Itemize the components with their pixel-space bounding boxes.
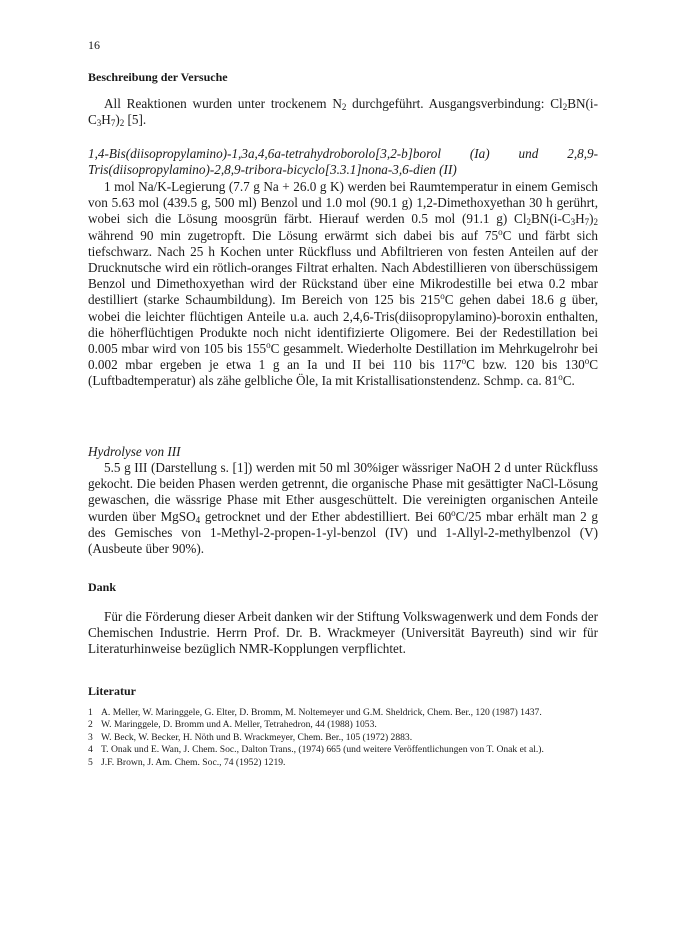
acknowledgement-title: Dank [88, 580, 117, 594]
compound-title: 1,4-Bis(diisopropylamino)-1,3a,4,6a-tetrahydroborolo[3,2-b]borol (Ia) und 2,8,9-Tris(diisopropylamino)-2,8,9-tribora-bicyclo[3.3.1]nona-3,6-dien (II) [88, 146, 598, 178]
reference-item [88, 732, 598, 744]
reference-item [88, 757, 598, 769]
reference-number: 5 [88, 756, 93, 768]
section-title: Beschreibung der Versuche [88, 70, 228, 84]
reference-number: 4 [88, 744, 93, 756]
acknowledgement-paragraph: Für die Förderung dieser Arbeit danken wir der Stiftung Volkswagenwerk und dem Fonds der Chemischen Industrie. Herrn Prof. Dr. B. Wrackmeyer (Universität Bayreuth) sind wir für Literaturhinweise bezüglich NMR-Kopplungen verpflichtet. [88, 609, 598, 657]
reference-text: J.F. Brown, J. Am. Chem. Soc., 74 (1952) 1219. [101, 756, 286, 768]
reference-text: A. Meller, W. Maringgele, G. Elter, D. Bromm, M. Noltemeyer und G.M. Sheldrick, Chem. Ber., 120 (1987) 1437. [101, 707, 542, 718]
reference-number: 3 [88, 731, 93, 743]
reference-number: 1 [88, 707, 93, 718]
reference-item [88, 744, 598, 756]
reference-number: 2 [88, 719, 93, 731]
reference-item [88, 719, 598, 731]
hydrolysis-title: Hydrolyse von III [88, 444, 181, 459]
page-number: 16 [88, 38, 100, 52]
reference-text: T. Onak und E. Wan, J. Chem. Soc., Dalton Trans., (1974) 665 (und weitere Veröffentlichungen von T. Onak et al.). [101, 744, 544, 756]
reference-text: W. Maringgele, D. Bromm und A. Meller, Tetrahedron, 44 (1988) 1053. [101, 719, 377, 731]
reference-text: W. Beck, W. Becker, H. Nöth und B. Wrackmeyer, Chem. Ber., 105 (1972) 2883. [101, 731, 413, 743]
reference-item [88, 707, 598, 719]
reference-list [88, 707, 598, 769]
intro-paragraph: All Reaktionen wurden unter trockenem $N_2$ durchgeführt. Ausgangsverbindung: $Cl_2BN(i-C_3H_7)_2$ [5]. [88, 96, 598, 129]
references-title: Literatur [88, 684, 136, 698]
procedure-paragraph: 1 mol Na/K-Legierung (7.7 g Na + 26.0 g K) werden bei Raumtemperatur in einem Gemisch von 5.63 mol (439.5 g, 500 ml) Benzol und 1.0 mol (90.1 g) 1,2-Dimethoxyethan 30 h gerührt, wobei sich die Lösung moosgrün färbt. Hierauf werden 0.5 mol (91.1 g) $Cl_2BN(i-C_3H_7)_2$ während 90 min zugetropft. Die Lösung erwärmt sich dabei bis auf 75$^o$C und färbt sich tiefschwarz. Nach 25 h Kochen unter Rückfluss und Abfiltrieren von festen Anteilen auf der Drucknutsche wird ein rötlich-oranges Filtrat erhalten. Nach Abdestillieren von überschüssigem Benzol und Dimethoxyethan wird der Rückstand über eine Mikrodestille bei etwa 0.2 mbar destilliert (starke Schaumbildung). Im Bereich von 125 bis 215$^o$C gehen dabei 18.6 g über, wobei die leichter flüchtigen Anteile u.a. auch 2,4,6-Tris(diisopropylamino)-boroxin enthalten, die höherflüchtigen Produkte noch nicht identifizierte Oligomere. Bei der Redestillation bei 0.005 mbar wird von 105 bis 155$^o$C gesammelt. Wiederholte Destillation im Mehrkugelrohr bei 0.002 mbar ergeben je etwa 1 g an Ia und II bei 110 bis 117$^o$C bzw. 120 bis 130$^o$C (Luftbadtemperatur) als zähe gelbliche Öle, Ia mit Kristallisationstendenz. Schmp. ca. 81$^o$C. [88, 179, 599, 389]
hydrolysis-paragraph: 5.5 g III (Darstellung s. [1]) werden mit 50 ml 30%iger wässriger NaOH 2 d unter Rückfluss gekocht. Die beiden Phasen werden getrennt, die organische Phase mit gesättigter NaCl-Lösung gewaschen, die wässrige Phase mit Ether ausgeschüttelt. Die vereinigten organischen Anteile wurden über MgSO$_4$ getrocknet und der Ether abdestilliert. Bei 60$^o$C/25 mbar erhält man 2 g des Gemisches von 1-Methyl-2-propen-1-yl-benzol (IV) und 1-Allyl-2-methylbenzol (V) (Ausbeute über 90%). [88, 460, 598, 557]
